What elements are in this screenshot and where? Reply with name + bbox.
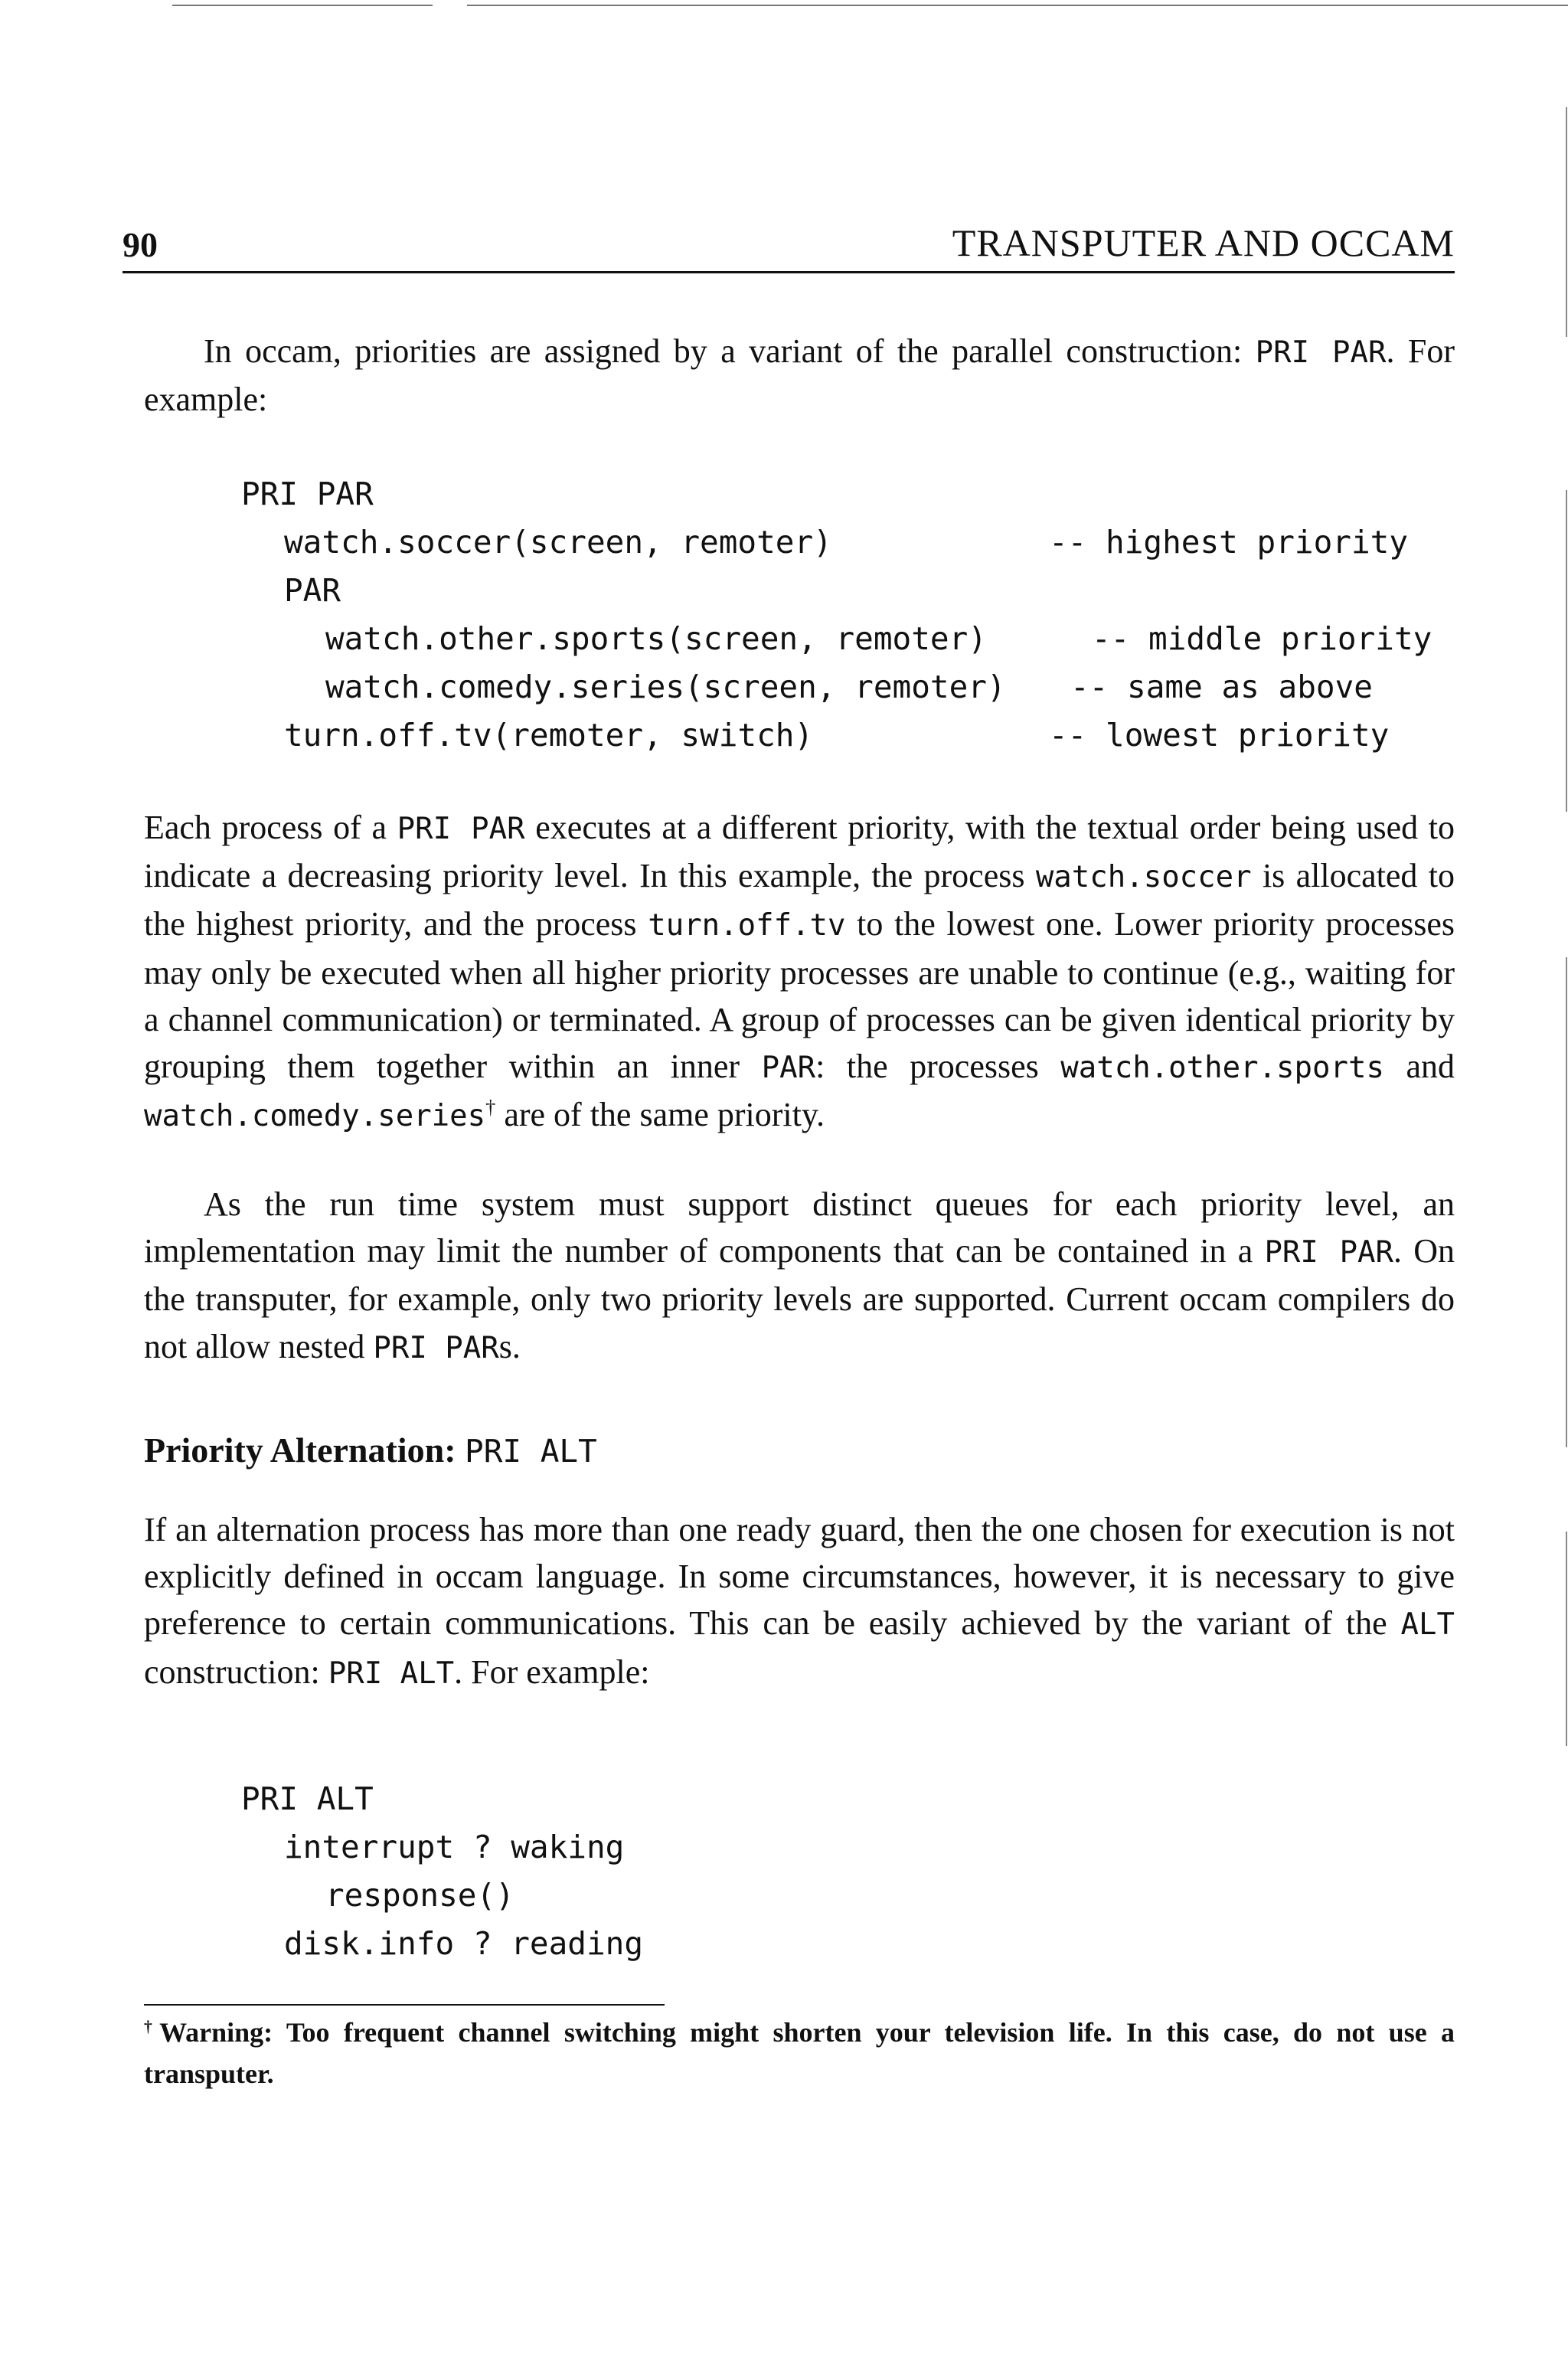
scan-edge-top-left [172, 5, 433, 6]
footnote-marker: † [485, 1095, 496, 1119]
body-paragraph-3: If an alternation process has more than one ready guard, then the one chosen for execution is not explicitly defined in occam language. In some circumstances, however, it is necessary to give preference to certain communications. This can be easily achieved by the variant of the ALT construction: PRI ALT. For example: [144, 1511, 1455, 1691]
scan-edge-right-1 [1566, 107, 1567, 337]
code-comment: -- same as above [1070, 669, 1373, 705]
code-line: watch.soccer(screen, remoter) -- highest priority [144, 518, 1455, 567]
body-paragraph-1: Each process of a PRI PAR executes at a different priority, with the textual order being used to indicate a decreasing priority level. In this example, the process watch.soccer is allocated to the highest priority, and the process turn.off.tv to the lowest one. Lower priority processes may only be executed when all higher priority processes are unable to continue (e.g., waiting for a channel communication) or terminated. A group of processes can be given identical priority by grouping them together within an inner PAR: the processes watch.other.sports and watch.comedy.series† are of the same priority. [144, 809, 1455, 1134]
code-line: turn.off.tv(remoter, switch) -- lowest priority [144, 711, 1455, 760]
code-comment: -- lowest priority [1049, 717, 1390, 754]
running-title: TRANSPUTER AND OCCAM [952, 221, 1455, 264]
page-number: 90 [122, 225, 158, 264]
code-line: PRI ALT [241, 1780, 374, 1817]
footnote: †Warning: Too frequent channel switching might shorten your television life. In this case, do not use a transputer. [144, 2017, 1455, 2089]
code-line: PRI PAR [241, 476, 374, 512]
scan-edge-right-3 [1566, 957, 1567, 1447]
code-comment: -- highest priority [1049, 524, 1408, 561]
code-line: interrupt ? waking [284, 1829, 625, 1865]
page-header [122, 205, 1455, 273]
code-line: disk.info ? reading [284, 1925, 643, 1962]
scan-edge-right-2 [1566, 490, 1567, 812]
footnote-rule [144, 2004, 665, 2006]
code-line: PAR [284, 572, 341, 609]
code-comment: -- middle priority [1092, 620, 1432, 657]
section-heading: Priority Alternation: PRI ALT [144, 1430, 597, 1470]
scan-edge-top-right [467, 5, 1568, 6]
code-line: watch.comedy.series(screen, remoter) -- same as above [144, 663, 1455, 711]
scan-edge-right-4 [1566, 1532, 1567, 1746]
code-line: response() [325, 1877, 514, 1914]
code-block-pri-alt [144, 1775, 1455, 1968]
body-paragraph-2: As the run time system must support distinct queues for each priority level, an implementation may limit the number of components that can be contained in a PRI PAR. On the transputer, for example, only two priority levels are supported. Current occam compilers do not allow nested PRI PARs. [144, 1185, 1455, 1365]
code-line: watch.other.sports(screen, remoter) -- middle priority [144, 615, 1455, 663]
code-block-pri-par [144, 470, 1455, 760]
keyword: PRI PAR [1255, 335, 1387, 370]
footnote-mark: † [144, 2017, 160, 2035]
intro-paragraph: In occam, priorities are assigned by a variant of the parallel construction: PRI PAR. For example: [144, 332, 1455, 419]
